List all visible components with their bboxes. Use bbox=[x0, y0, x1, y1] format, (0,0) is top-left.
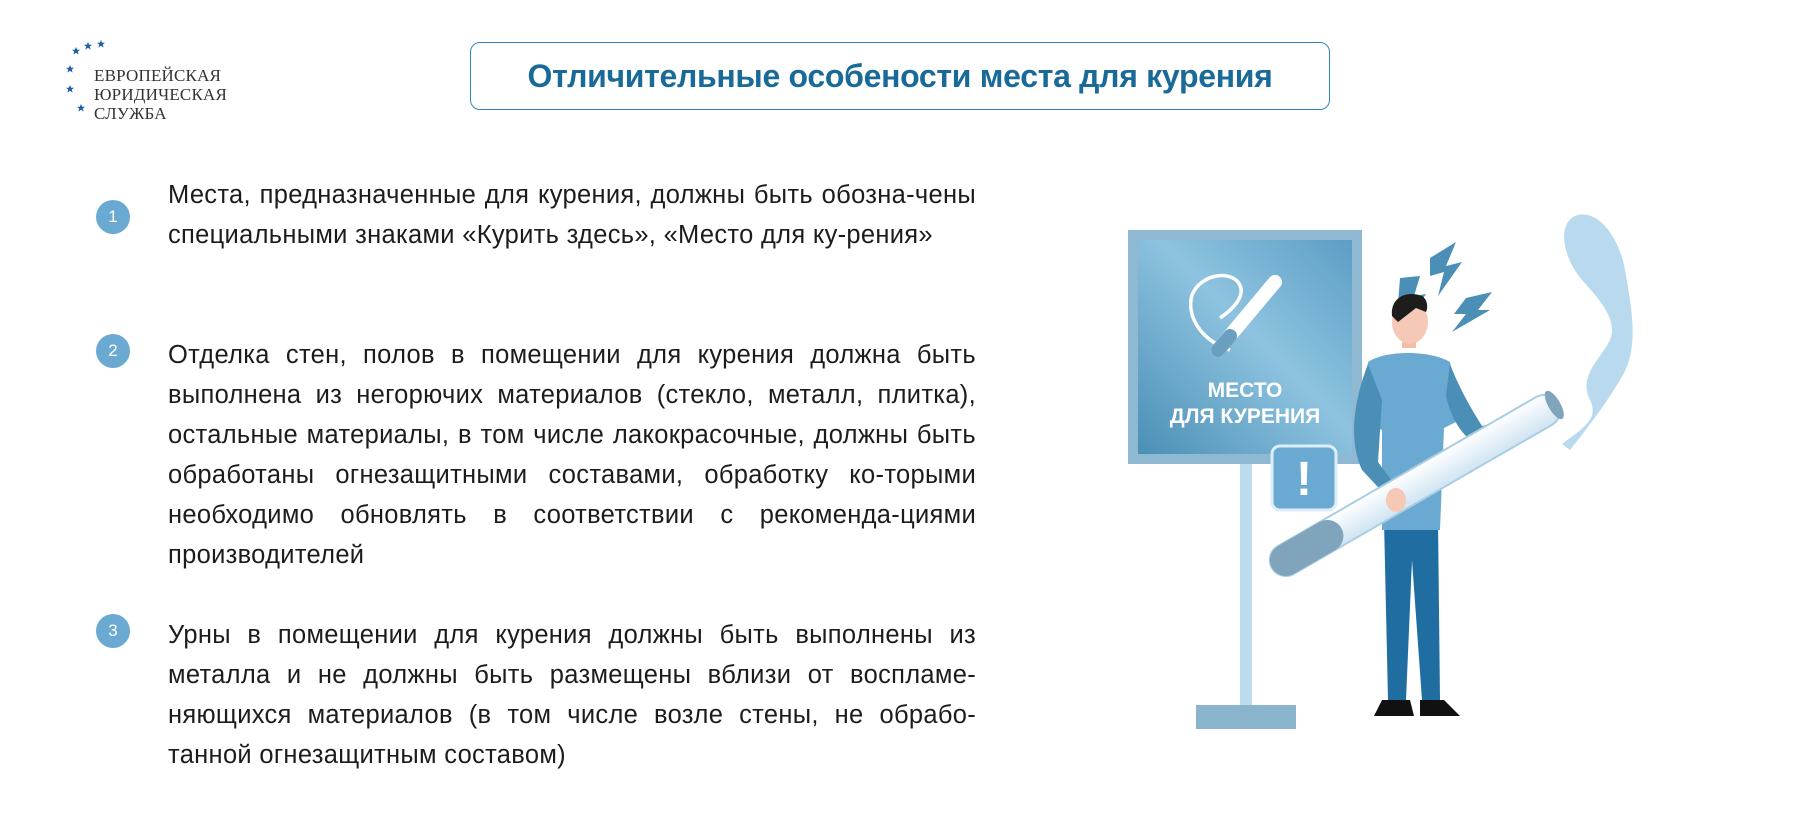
person-shoe-left bbox=[1374, 700, 1414, 716]
page-title: Отличительные особености места для курения bbox=[527, 57, 1273, 94]
item-text: Урны в помещении для курения должны быть выполнены из металла и не должны быть размещены вблизи от воспламе-няющихся материалов (в том числе возле стены, не обрабо-танной огнезащитным составом) bbox=[168, 621, 976, 769]
smoking-area-illustration bbox=[1100, 200, 1680, 760]
item-text: Места, предназначенные для курения, должны быть обозна-чены специальными знаками «Курить здесь», «Место для ку-рения» bbox=[168, 181, 976, 249]
sign-line-2: ДЛЯ КУРЕНИЯ bbox=[1169, 405, 1321, 428]
logo-line-3: СЛУЖБА bbox=[94, 104, 167, 123]
item-text: Отделка стен, полов в помещении для курения должна быть выполнена из негорючих материалов (стекло, металл, плитка), остальные материалы, в том числе лакокрасочные, должны быть обработаны огнезащитными составами, обработку ко-торыми необходимо обновлять в соответствии с рекоменда-циями производителей bbox=[168, 341, 976, 569]
person-legs bbox=[1384, 520, 1440, 700]
sign-line-1: МЕСТО bbox=[1207, 379, 1283, 402]
title-box bbox=[470, 42, 1330, 110]
warning-icon bbox=[1272, 446, 1336, 510]
logo-line-1: ЕВРОПЕЙСКАЯ bbox=[94, 66, 222, 85]
item-number-badge: 1 bbox=[96, 200, 130, 234]
logo-text bbox=[94, 66, 227, 123]
smoke bbox=[1562, 214, 1633, 450]
warning-mark: ! bbox=[1296, 453, 1312, 506]
person-shoe-right bbox=[1420, 700, 1460, 716]
person-hand bbox=[1386, 488, 1406, 512]
item-number-badge: 2 bbox=[96, 334, 130, 368]
sign-pole bbox=[1240, 460, 1252, 710]
item-number-badge: 3 bbox=[96, 614, 130, 648]
logo-line-2: ЮРИДИЧЕСКАЯ bbox=[94, 85, 228, 104]
sign-base bbox=[1196, 705, 1296, 729]
logo bbox=[66, 36, 266, 126]
